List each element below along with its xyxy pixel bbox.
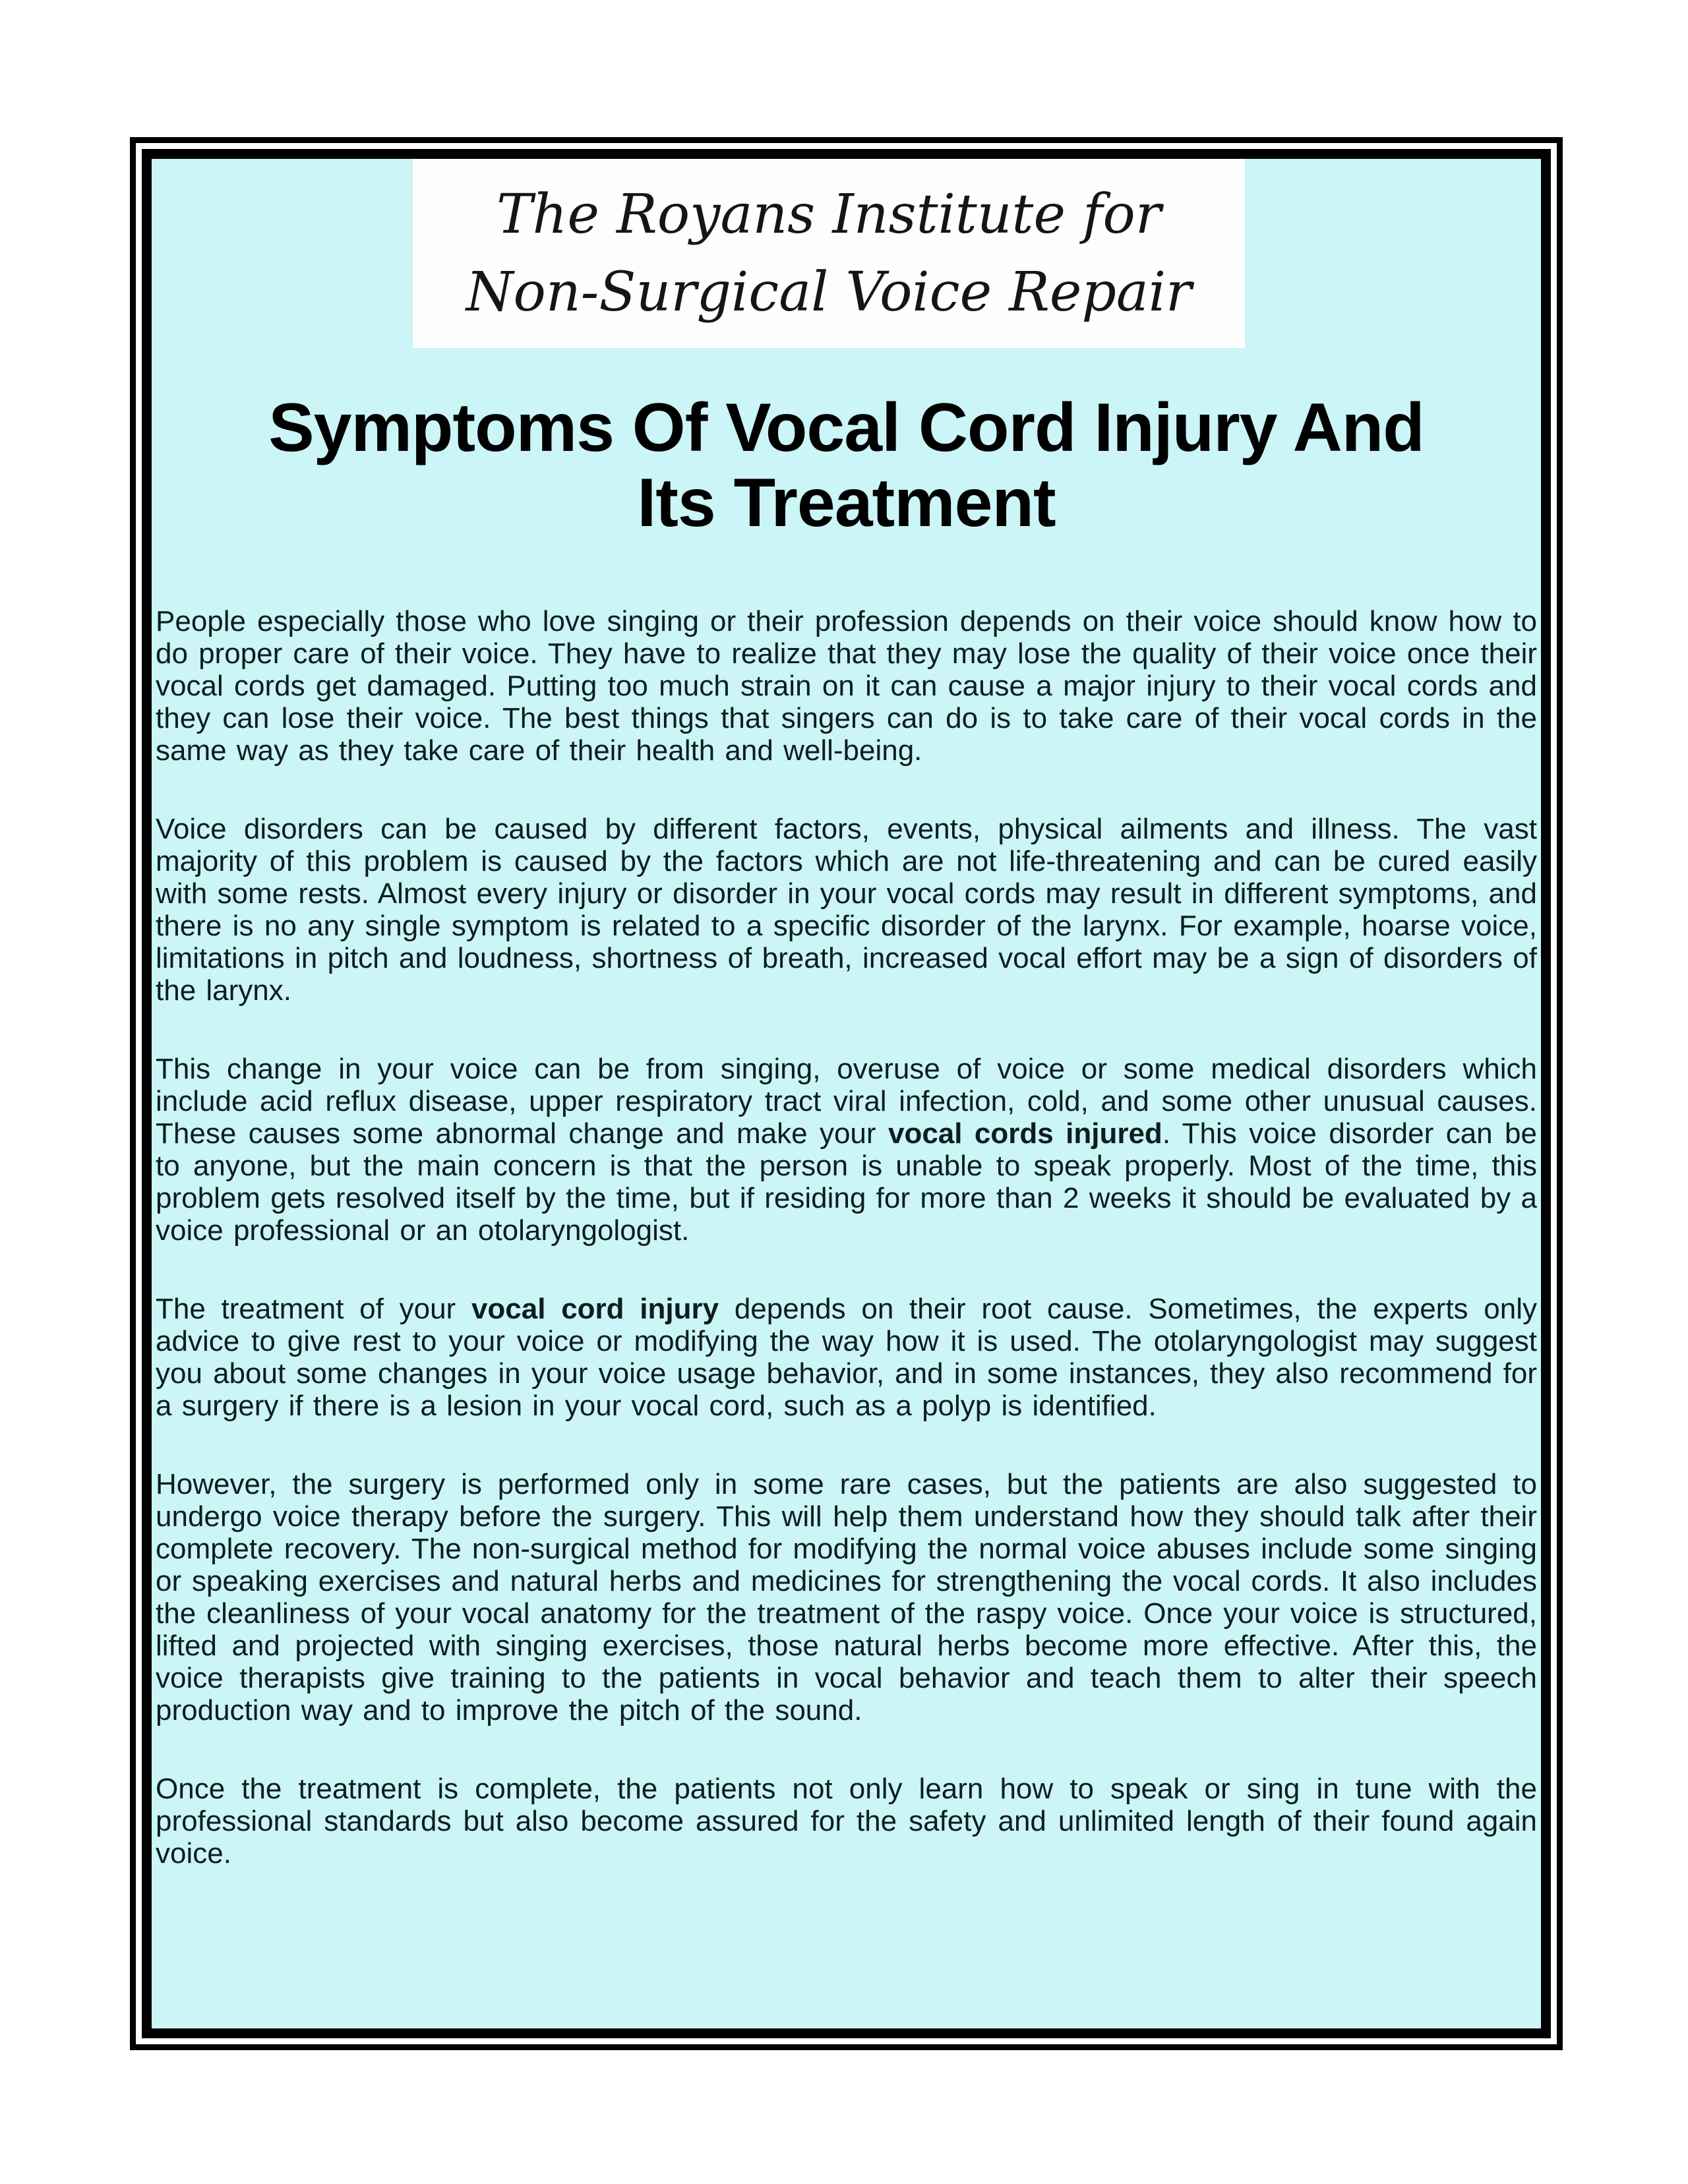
paragraph-2: Voice disorders can be caused by different factors, events, physical ailments and illness. The vast majority of this problem is caused by the factors which are not life-threatening and can be cured easily with some rests. Almost every injury or disorder in your vocal cords may result in different symptoms, and there is no any single symptom is related to a specific disorder of the larynx. For example, hoarse voice, limitations in pitch and loudness, shortness of breath, increased vocal effort may be a sign of disorders of the larynx. [156,813,1537,1007]
page-title-line-1: Symptoms Of Vocal Cord Injury And [268,390,1424,466]
paragraph-4-text-before: The treatment of your [156,1293,471,1325]
paragraph-3-text-after: . This voice disorder can be to anyone, but the main concern is that the person is unable to speak properly. Most of the time, this problem gets resolved itself by the time, but if residing for more than 2 weeks it should be evaluated by a voice professional or an otolaryngologist. [156,1117,1537,1247]
page-title [152,390,1541,541]
paragraph-5: However, the surgery is performed only in some rare cases, but the patients are also suggested to undergo voice therapy before the surgery. This will help them understand how they should talk after their complete recovery. The non-surgical method for modifying the normal voice abuses include some singing or speaking exercises and natural herbs and medicines for strengthening the vocal cords. It also includes the cleanliness of your vocal anatomy for the treatment of the raspy voice. Once your voice is structured, lifted and projected with singing exercises, those natural herbs become more effective. After this, the voice therapists give training to the patients in vocal behavior and teach them to alter their speech production way and to improve the pitch of the sound. [156,1468,1537,1727]
logo-text-line-1: The Royans Institute for [496,183,1162,246]
paragraph-3-text-before: This change in your voice can be from singing, overuse of voice or some medical disorders which include acid reflux disease, upper respiratory tract viral infection, cold, and some other unusual causes. These causes some abnormal change and make your [156,1053,1537,1150]
paragraph-4 [152,1293,1541,1422]
institute-logo [413,159,1245,348]
paragraph-4-bold-phrase: vocal cord injury [471,1293,719,1325]
paragraph-3-bold-phrase: vocal cords injured [888,1117,1162,1150]
logo-text-line-2: Non-Surgical Voice Repair [466,260,1192,324]
document-content-area [142,149,1551,2038]
document-border-frame [130,137,1563,2050]
paragraph-3 [152,1053,1541,1247]
page-title-line-2: Its Treatment [637,465,1056,541]
paragraph-1: People especially those who love singing or their profession depends on their voice should know how to do proper care of their voice. They have to realize that they may lose the quality of their voice once their vocal cords get damaged. Putting too much strain on it can cause a major injury to their vocal cords and they can lose their voice. The best things that singers can do is to take care of their vocal cords in the same way as they take care of their health and well-being. [156,605,1537,767]
paragraph-4-text-after: depends on their root cause. Sometimes, the experts only advice to give rest to your voice or modifying the way how it is used. The otolaryngologist may suggest you about some changes in your voice usage behavior, and in some instances, they also recommend for a surgery if there is a lesion in your vocal cord, such as a polyp is identified. [156,1293,1538,1422]
paragraph-6: Once the treatment is complete, the patients not only learn how to speak or sing in tune with the professional standards but also become assured for the safety and unlimited length of their found again voice. [156,1773,1537,1870]
